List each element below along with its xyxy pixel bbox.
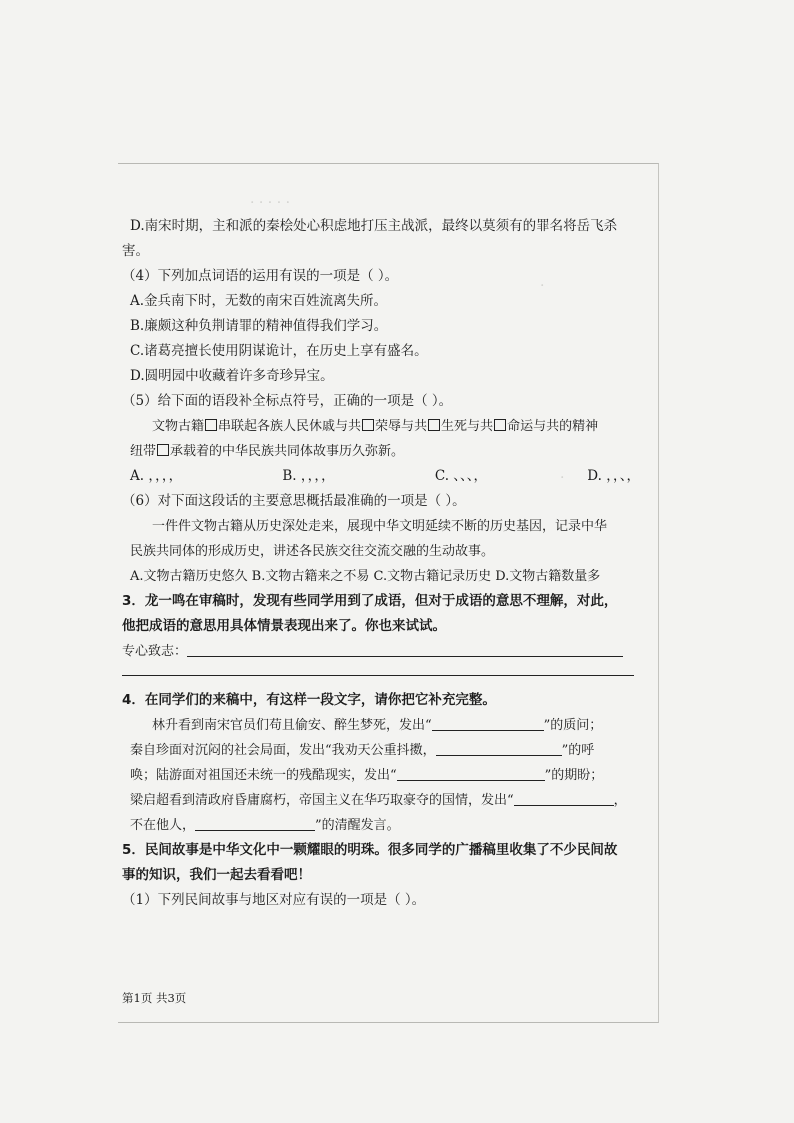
bleed-through-text: ·: [560, 470, 565, 486]
blank-box: [362, 419, 374, 431]
blank-box: [205, 419, 217, 431]
q5-option-b: B. ，，，，: [282, 468, 335, 484]
q5-option-d: D. ，，、，: [587, 468, 640, 484]
q5-option-c: C. 、、、，: [434, 468, 488, 484]
q3-line1: 3．龙一鸣在审稿时，发现有些同学用到了成语，但对于成语的意思不理解，对此，: [122, 593, 618, 609]
fill-blank-3[interactable]: [397, 780, 545, 781]
q3-answer-line[interactable]: [187, 656, 623, 657]
blank-box: [494, 419, 506, 431]
q5-stem: （5）给下面的语段补全标点符号，正确的一项是（ ）。: [122, 393, 453, 409]
q5-folk-sub1: （1）下列民间故事与地区对应有误的一项是（ ）。: [122, 892, 426, 908]
q4-fill-line4: 梁启超看到清政府昏庸腐朽，帝国主义在华巧取豪夺的国情，发出“ ，: [130, 793, 627, 808]
q3-label: 专心致志：: [122, 644, 188, 659]
q4-option-a: A.金兵南下时，无数的南宋百姓流离失所。: [130, 293, 388, 309]
q5-paragraph-line2: 纽带 承载着的中华民族共同体故事历久弥新。: [130, 444, 405, 459]
fill-blank-5[interactable]: [195, 830, 315, 831]
q3-answer-line-2[interactable]: [122, 674, 634, 676]
fill-blank-2[interactable]: [436, 755, 562, 756]
q4-option-b: B.廉颇这种负荆请罪的精神值得我们学习。: [130, 318, 388, 334]
q4-option-d: D.圆明园中收藏着许多奇珍异宝。: [130, 368, 334, 384]
q4-fill-line2: 秦自珍面对沉闷的社会局面，发出“我劝天公重抖擞， ”的呼: [130, 743, 595, 758]
q4-option-c: C.诸葛亮擅长使用阴谋诡计，在历史上享有盛名。: [130, 343, 428, 359]
q5-folk-line2: 事的知识，我们一起去看看吧！: [122, 867, 311, 883]
q6-stem: （6）对下面这段话的主要意思概括最准确的一项是（ ）。: [122, 493, 466, 509]
fill-blank-4[interactable]: [514, 805, 614, 806]
page-footer: 第1页 共3页: [122, 991, 187, 1005]
q5-paragraph-line1: 文物古籍 串联起各族人民休戚与共 荣辱与共 生死与共 命运与共的精神: [152, 419, 599, 434]
bleed-through-text: · · · · ·: [250, 195, 291, 211]
q6-paragraph-line1: 一件件文物古籍从历史深处走来，展现中华文明延续不断的历史基因，记录中华: [152, 519, 608, 534]
q4-fill-line5: 不在他人， ”的清醒发言。: [130, 818, 400, 833]
fill-blank-1[interactable]: [432, 730, 544, 731]
blank-box: [428, 419, 440, 431]
q6-paragraph-line2: 民族共同体的形成历史，讲述各民族交往交流交融的生动故事。: [130, 544, 495, 559]
blank-box: [157, 444, 169, 456]
q4-stem: （4）下列加点词语的运用有误的一项是（ ）。: [122, 268, 399, 284]
q5-folk-line1: 5．民间故事是中华文化中一颗耀眼的明珠。很多同学的广播稿里收集了不少民间故: [122, 842, 618, 858]
q4-fill-line3: 唤；陆游面对祖国还未统一的残酷现实，发出“ ”的期盼；: [130, 768, 604, 783]
q5-option-a: A. ，，，，: [130, 468, 183, 484]
q4-fill-title: 4．在同学们的来稿中，有这样一段文字，请你把它补充完整。: [122, 692, 496, 708]
option-d-line2: 害。: [122, 243, 149, 259]
q6-options: A.文物古籍历史悠久 B.文物古籍来之不易 C.文物古籍记录历史 D.文物古籍数量多: [130, 569, 601, 584]
option-d-line1: D.南宋时期，主和派的秦桧处心积虑地打压主战派，最终以莫须有的罪名将岳飞杀: [130, 218, 618, 234]
q4-fill-line1: 林升看到南宋官员们苟且偷安、醉生梦死，发出“ ”的质问；: [152, 718, 603, 733]
document-body: [122, 214, 642, 913]
q5-options: [122, 464, 646, 489]
q3-line2: 他把成语的意思用具体情景表现出来了。你也来试试。: [122, 618, 446, 634]
q3-answer-row: [122, 639, 642, 664]
bleed-through-text: ·: [540, 278, 545, 294]
